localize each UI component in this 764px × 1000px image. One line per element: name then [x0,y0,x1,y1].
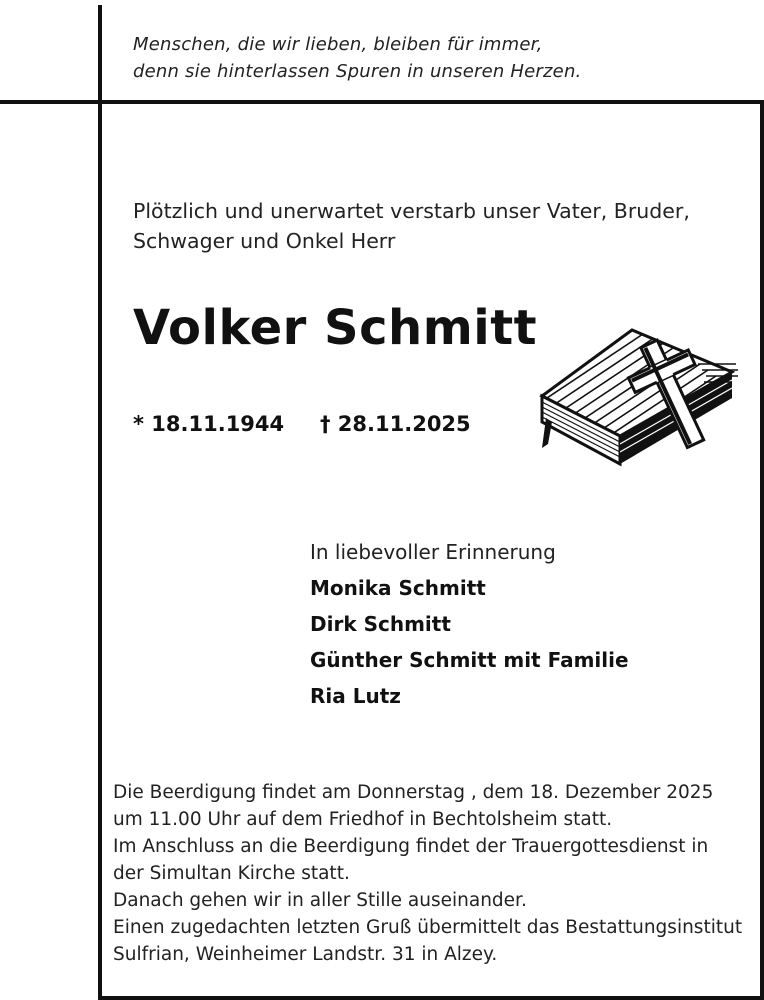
notice-line: Einen zugedachten letzten Gruß übermittelt das Bestattungsinstitut [113,917,743,938]
birth-date: * 18.11.1944 [133,412,285,436]
remembrance-line: In liebevoller Erinnerung [310,540,556,564]
motto-line: Menschen, die wir lieben, bleiben für immer, [133,34,543,55]
motto-line: denn sie hinterlassen Spuren in unseren Herzen. [133,61,582,82]
top-vertical-rule [98,5,102,105]
intro-line: Schwager und Onkel Herr [133,229,396,253]
notice-line: Sulfrian, Weinheimer Landstr. 31 in Alzey. [113,944,498,965]
family-member: Monika Schmitt [310,576,486,600]
motto [133,31,581,85]
family-member: Dirk Schmitt [310,612,451,636]
notice-line: Im Anschluss an die Beerdigung findet der Trauergottesdienst in [113,836,709,857]
notice-line: um 11.00 Uhr auf dem Friedhof in Bechtolsheim statt. [113,809,613,830]
notice-line: Danach gehen wir in aller Stille auseinander. [113,890,527,911]
intro-text [133,196,690,256]
death-date: † 28.11.2025 [320,412,471,436]
bible-with-cross-icon [532,318,742,470]
intro-line: Plötzlich und unerwartet verstarb unser Vater, Bruder, [133,199,690,223]
deceased-name: Volker Schmitt [133,300,538,356]
notice-line: der Simultan Kirche statt. [113,863,350,884]
family-member: Ria Lutz [310,684,401,708]
family-member: Günther Schmitt mit Familie [310,648,629,672]
family-signatures [310,534,629,714]
notice-line: Die Beerdigung findet am Donnerstag , dem 18. Dezember 2025 [113,782,714,803]
funeral-notice [113,779,742,968]
